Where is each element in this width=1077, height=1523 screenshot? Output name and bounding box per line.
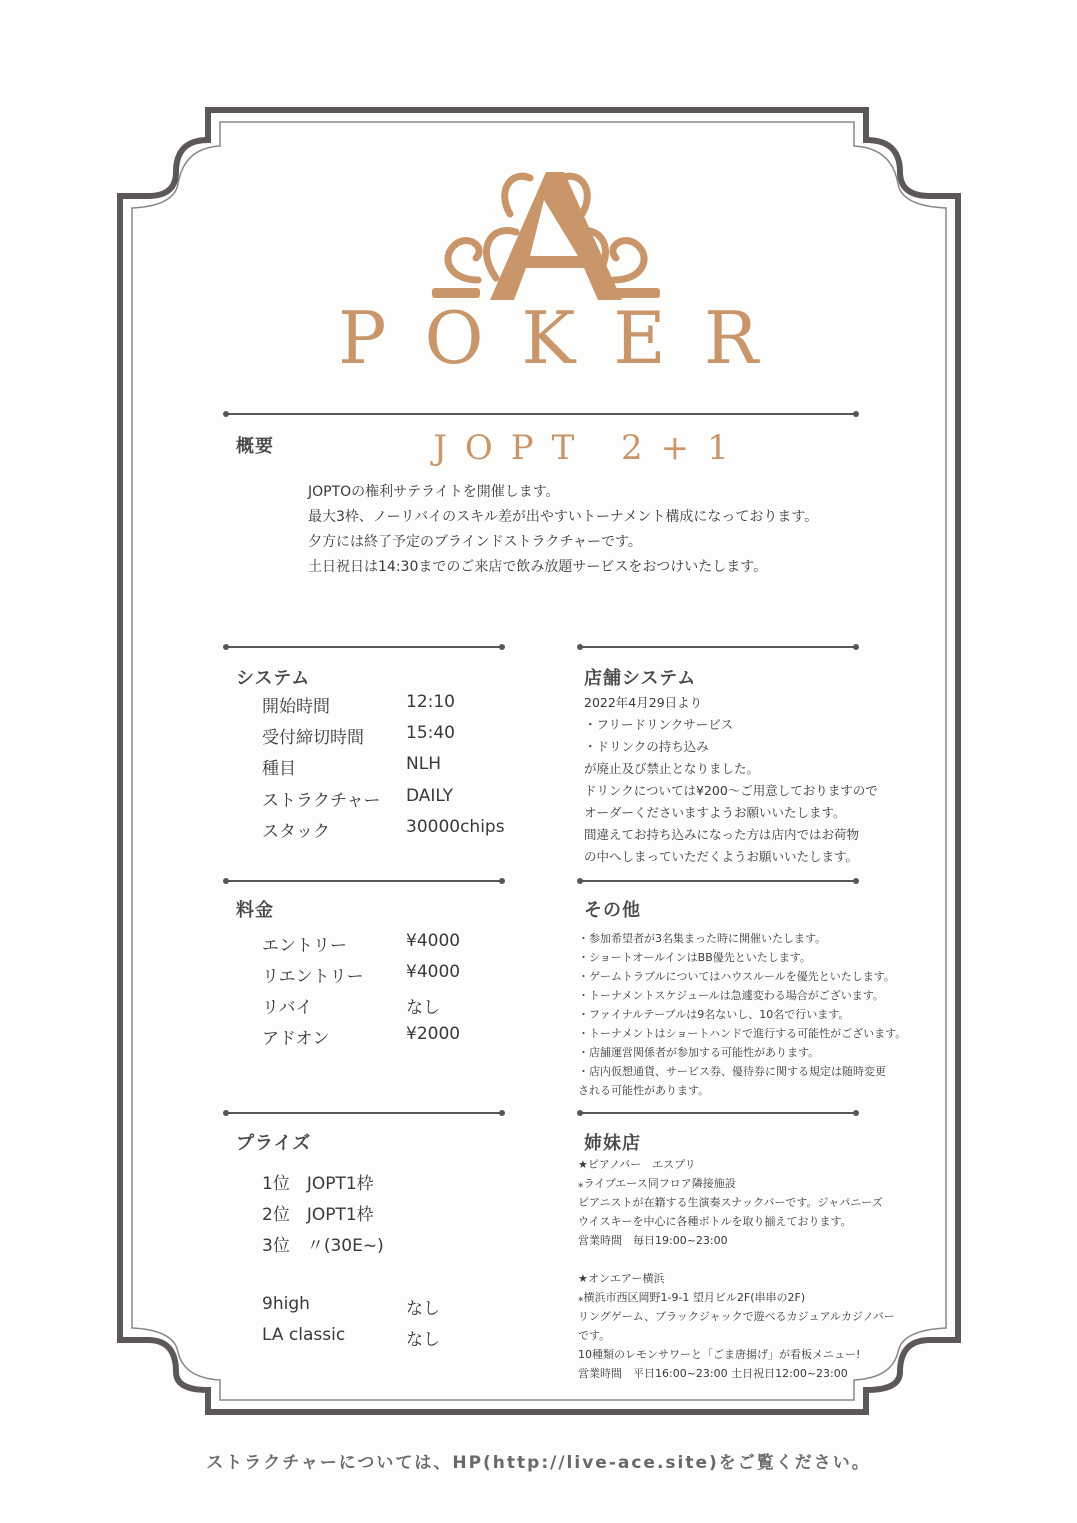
system-rule <box>226 646 502 648</box>
other-line: ・ショートオールインはBB優先といたします。 <box>578 951 811 964</box>
overview-rule <box>226 413 856 415</box>
sister-stores-rule <box>580 1112 856 1114</box>
store-system-line: ・ドリンクの持ち込み <box>584 739 709 754</box>
fees-row-value: ¥4000 <box>406 931 461 951</box>
other-line: される可能性があります。 <box>578 1084 710 1097</box>
system-row-value: DAILY <box>406 786 454 806</box>
overview-line: 夕方には終了予定のブラインドストラクチャーです。 <box>308 534 642 550</box>
sister-store-line: ★ピアノバー エスプリ <box>578 1158 696 1171</box>
store-system-line: オーダーくださいますようお願いいたします。 <box>584 805 846 820</box>
prizes-rule <box>226 1112 502 1114</box>
fees-row-label: エントリー <box>262 936 347 956</box>
system-heading: システム <box>236 668 311 689</box>
system-row-value: 15:40 <box>406 723 455 743</box>
sister-store-line: ピアニストが在籍する生演奏スナックバーです。ジャパニーズ <box>578 1196 883 1209</box>
poker-logo-emblem <box>426 160 666 310</box>
prizes-heading: プライズ <box>236 1133 312 1154</box>
other-line: ・参加希望者が3名集まった時に開催いたします。 <box>578 932 827 945</box>
other-line: ・店内仮想通貨、サービス券、優待券に関する規定は随時変更 <box>578 1065 886 1078</box>
store-system-line: 2022年4月29日より <box>584 695 703 710</box>
prize-extra-value: なし <box>406 1330 440 1350</box>
store-system-rule <box>580 646 856 648</box>
other-heading: その他 <box>584 900 641 921</box>
system-row-value: NLH <box>406 754 441 774</box>
prize-row: 2位 JOPT1枠 <box>262 1205 374 1225</box>
logo-wordmark: POKER <box>338 296 797 380</box>
prize-extra-label: LA classic <box>262 1325 346 1345</box>
store-system-heading: 店舗システム <box>584 668 697 689</box>
sister-store-line: 営業時間 平日16:00~23:00 土日祝日12:00~23:00 <box>578 1367 848 1380</box>
fees-rule <box>226 880 502 882</box>
event-title: JOPT 2+1 <box>433 428 747 468</box>
system-row-label: ストラクチャー <box>262 791 381 811</box>
sister-store-line: ⁎ライブエース同フロア隣接施設 <box>578 1177 736 1190</box>
overview-heading: 概要 <box>236 436 274 457</box>
system-row-label: 開始時間 <box>262 697 330 717</box>
sister-store-line: です。 <box>578 1329 611 1342</box>
fees-row-label: リエントリー <box>262 967 364 987</box>
system-row-value: 30000chips <box>406 817 505 837</box>
fees-row-label: アドオン <box>262 1029 330 1049</box>
sister-store-line: ★オンエアー横浜 <box>578 1272 665 1285</box>
system-row-label: スタック <box>262 822 330 842</box>
system-row-label: 受付締切時間 <box>262 728 364 748</box>
store-system-line: の中へしまっていただくようお願いいたします。 <box>584 849 859 864</box>
fees-row-value: なし <box>406 998 440 1018</box>
sister-store-line: リングゲーム、ブラックジャックで遊べるカジュアルカジノバー <box>578 1310 895 1323</box>
prize-row: 1位 JOPT1枠 <box>262 1174 374 1194</box>
system-row-value: 12:10 <box>406 692 455 712</box>
overview-line: 最大3枠、ノーリバイのスキル差が出やすいトーナメント構成になっております。 <box>308 509 819 525</box>
system-row-label: 種目 <box>262 759 296 779</box>
sister-stores-heading: 姉妹店 <box>584 1133 641 1154</box>
other-line: ・店舗運営関係者が参加する可能性があります。 <box>578 1046 820 1059</box>
store-system-line: ・フリードリンクサービス <box>584 717 734 732</box>
sister-store-line: 10種類のレモンサワーと「ごま唐揚げ」が看板メニュー! <box>578 1348 861 1361</box>
sister-store-line: ⁎横浜市西区岡野1-9-1 望月ビル2F(串串の2F) <box>578 1291 806 1304</box>
sister-store-line: 営業時間 毎日19:00~23:00 <box>578 1234 728 1247</box>
store-system-line: ドリンクについては¥200〜ご用意しておりますので <box>584 783 878 798</box>
other-line: ・トーナメントはショートハンドで進行する可能性がございます。 <box>578 1027 907 1040</box>
fees-row-value: ¥2000 <box>406 1024 461 1044</box>
store-system-line: が廃止及び禁止となりました。 <box>584 761 760 776</box>
other-line: ・ゲームトラブルについてはハウスルールを優先といたします。 <box>578 970 895 983</box>
other-line: ・ファイナルテーブルは9名ないし、10名で行います。 <box>578 1008 850 1021</box>
fees-heading: 料金 <box>236 900 274 921</box>
overview-line: JOPTOの権利サテライトを開催します。 <box>308 484 560 500</box>
prize-row: 3位 〃(30E~) <box>262 1236 384 1256</box>
prize-extra-label: 9high <box>262 1294 310 1314</box>
overview-line: 土日祝日は14:30までのご来店で飲み放題サービスをおつけいたします。 <box>308 559 768 575</box>
other-line: ・トーナメントスケジュールは急遽変わる場合がございます。 <box>578 989 884 1002</box>
sister-store-line: ウイスキーを中心に各種ボトルを取り揃えております。 <box>578 1215 852 1228</box>
footer-note: ストラクチャーについては、HP(http://live-ace.site)をご覧ください。 <box>206 1453 871 1473</box>
prize-extra-value: なし <box>406 1299 440 1319</box>
fees-row-label: リバイ <box>262 998 313 1018</box>
store-system-line: 間違えてお持ち込みになった方は店内ではお荷物 <box>584 827 860 842</box>
other-rule <box>580 880 856 882</box>
fees-row-value: ¥4000 <box>406 962 461 982</box>
